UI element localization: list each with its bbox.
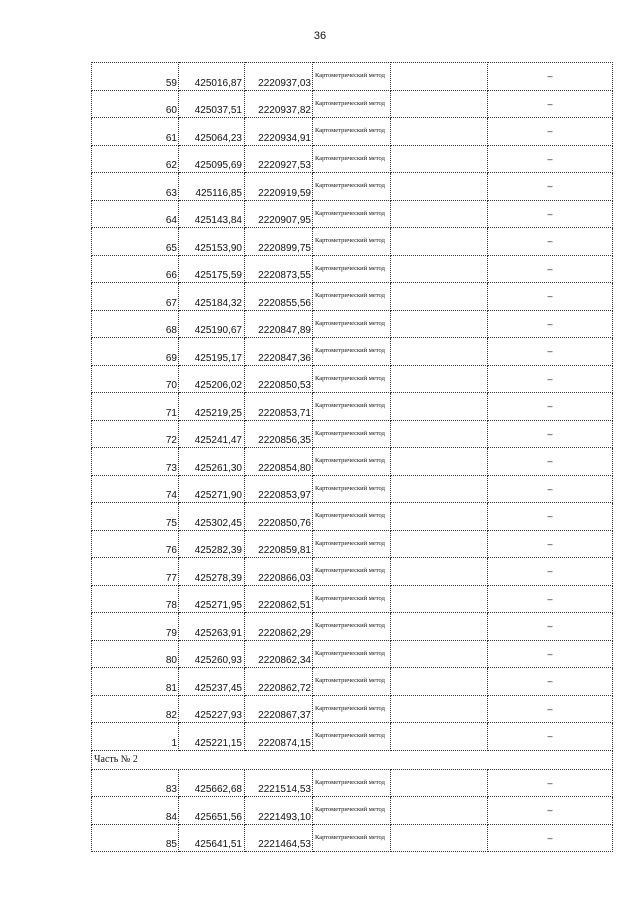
table-row bbox=[92, 228, 613, 256]
point-number: 60 bbox=[92, 90, 179, 118]
coordinate-x: 425184,32 bbox=[179, 283, 245, 311]
point-number: 1 bbox=[92, 723, 179, 751]
coordinate-y: 2220855,56 bbox=[245, 283, 313, 311]
empty-cell bbox=[391, 255, 488, 283]
coordinate-y: 2220853,97 bbox=[245, 475, 313, 503]
dash-cell: – bbox=[488, 640, 613, 668]
dash-cell: – bbox=[488, 173, 613, 201]
empty-cell bbox=[391, 338, 488, 366]
coordinates-table bbox=[91, 62, 613, 852]
table-row bbox=[92, 668, 613, 696]
method-cell: Картометрический метод bbox=[313, 640, 391, 668]
empty-cell bbox=[391, 310, 488, 338]
method-cell: Картометрический метод bbox=[313, 613, 391, 641]
coordinate-y: 2220856,35 bbox=[245, 420, 313, 448]
point-number: 79 bbox=[92, 613, 179, 641]
dash-cell: – bbox=[488, 393, 613, 421]
method-cell: Картометрический метод bbox=[313, 824, 391, 852]
point-number: 77 bbox=[92, 558, 179, 586]
method-cell: Картометрический метод bbox=[313, 338, 391, 366]
coordinate-x: 425282,39 bbox=[179, 530, 245, 558]
dash-cell: – bbox=[488, 310, 613, 338]
coordinate-y: 2221514,53 bbox=[245, 769, 313, 797]
table-row bbox=[92, 585, 613, 613]
dash-cell: – bbox=[488, 769, 613, 797]
table-row bbox=[92, 475, 613, 503]
coordinate-x: 425206,02 bbox=[179, 365, 245, 393]
coordinate-y: 2220937,82 bbox=[245, 90, 313, 118]
coordinate-x: 425016,87 bbox=[179, 63, 245, 91]
method-cell: Картометрический метод bbox=[313, 668, 391, 696]
empty-cell bbox=[391, 668, 488, 696]
method-cell: Картометрический метод bbox=[313, 723, 391, 751]
empty-cell bbox=[391, 530, 488, 558]
coordinate-y: 2220862,29 bbox=[245, 613, 313, 641]
point-number: 72 bbox=[92, 420, 179, 448]
coordinate-x: 425037,51 bbox=[179, 90, 245, 118]
empty-cell bbox=[391, 475, 488, 503]
empty-cell bbox=[391, 695, 488, 723]
point-number: 78 bbox=[92, 585, 179, 613]
coordinate-x: 425175,59 bbox=[179, 255, 245, 283]
table-row bbox=[92, 145, 613, 173]
empty-cell bbox=[391, 585, 488, 613]
empty-cell bbox=[391, 63, 488, 91]
coordinate-x: 425221,15 bbox=[179, 723, 245, 751]
empty-cell bbox=[391, 797, 488, 825]
method-cell: Картометрический метод bbox=[313, 393, 391, 421]
coordinate-x: 425261,30 bbox=[179, 448, 245, 476]
method-cell: Картометрический метод bbox=[313, 173, 391, 201]
dash-cell: – bbox=[488, 585, 613, 613]
table-row bbox=[92, 365, 613, 393]
method-cell: Картометрический метод bbox=[313, 283, 391, 311]
coordinate-x: 425263,91 bbox=[179, 613, 245, 641]
dash-cell: – bbox=[488, 200, 613, 228]
coordinate-x: 425260,93 bbox=[179, 640, 245, 668]
coordinate-y: 2220899,75 bbox=[245, 228, 313, 256]
section-row bbox=[92, 750, 613, 769]
table-row bbox=[92, 769, 613, 797]
method-cell: Картометрический метод bbox=[313, 585, 391, 613]
dash-cell: – bbox=[488, 824, 613, 852]
method-cell: Картометрический метод bbox=[313, 530, 391, 558]
empty-cell bbox=[391, 503, 488, 531]
dash-cell: – bbox=[488, 118, 613, 146]
dash-cell: – bbox=[488, 723, 613, 751]
point-number: 83 bbox=[92, 769, 179, 797]
method-cell: Картометрический метод bbox=[313, 558, 391, 586]
dash-cell: – bbox=[488, 228, 613, 256]
dash-cell: – bbox=[488, 145, 613, 173]
table-row bbox=[92, 723, 613, 751]
empty-cell bbox=[391, 365, 488, 393]
table-row bbox=[92, 173, 613, 201]
empty-cell bbox=[391, 558, 488, 586]
coordinate-y: 2220927,53 bbox=[245, 145, 313, 173]
point-number: 71 bbox=[92, 393, 179, 421]
coordinate-y: 2220847,89 bbox=[245, 310, 313, 338]
point-number: 61 bbox=[92, 118, 179, 146]
point-number: 66 bbox=[92, 255, 179, 283]
dash-cell: – bbox=[488, 558, 613, 586]
method-cell: Картометрический метод bbox=[313, 797, 391, 825]
empty-cell bbox=[391, 640, 488, 668]
dash-cell: – bbox=[488, 530, 613, 558]
coordinate-x: 425153,90 bbox=[179, 228, 245, 256]
dash-cell: – bbox=[488, 255, 613, 283]
empty-cell bbox=[391, 283, 488, 311]
table-row bbox=[92, 283, 613, 311]
coordinate-y: 2220862,72 bbox=[245, 668, 313, 696]
method-cell: Картометрический метод bbox=[313, 475, 391, 503]
empty-cell bbox=[391, 90, 488, 118]
coordinate-y: 2221493,10 bbox=[245, 797, 313, 825]
dash-cell: – bbox=[488, 365, 613, 393]
coordinate-y: 2220862,51 bbox=[245, 585, 313, 613]
empty-cell bbox=[391, 145, 488, 173]
table-row bbox=[92, 640, 613, 668]
point-number: 82 bbox=[92, 695, 179, 723]
empty-cell bbox=[391, 723, 488, 751]
coordinate-y: 2220937,03 bbox=[245, 63, 313, 91]
coordinate-y: 2220873,55 bbox=[245, 255, 313, 283]
empty-cell bbox=[391, 613, 488, 641]
point-number: 68 bbox=[92, 310, 179, 338]
dash-cell: – bbox=[488, 338, 613, 366]
point-number: 75 bbox=[92, 503, 179, 531]
point-number: 76 bbox=[92, 530, 179, 558]
method-cell: Картометрический метод bbox=[313, 255, 391, 283]
empty-cell bbox=[391, 173, 488, 201]
coordinate-x: 425190,67 bbox=[179, 310, 245, 338]
method-cell: Картометрический метод bbox=[313, 90, 391, 118]
method-cell: Картометрический метод bbox=[313, 769, 391, 797]
coordinate-x: 425195,17 bbox=[179, 338, 245, 366]
coordinate-y: 2220847,36 bbox=[245, 338, 313, 366]
table-row bbox=[92, 310, 613, 338]
coordinate-x: 425219,25 bbox=[179, 393, 245, 421]
coordinate-y: 2221464,53 bbox=[245, 824, 313, 852]
coordinate-y: 2220862,34 bbox=[245, 640, 313, 668]
coordinate-x: 425064,23 bbox=[179, 118, 245, 146]
empty-cell bbox=[391, 420, 488, 448]
coordinate-x: 425116,85 bbox=[179, 173, 245, 201]
coordinate-y: 2220919,59 bbox=[245, 173, 313, 201]
point-number: 67 bbox=[92, 283, 179, 311]
empty-cell bbox=[391, 200, 488, 228]
table-row bbox=[92, 118, 613, 146]
coordinate-x: 425271,95 bbox=[179, 585, 245, 613]
table-row bbox=[92, 695, 613, 723]
coordinate-x: 425641,51 bbox=[179, 824, 245, 852]
method-cell: Картометрический метод bbox=[313, 145, 391, 173]
point-number: 65 bbox=[92, 228, 179, 256]
point-number: 62 bbox=[92, 145, 179, 173]
coordinate-x: 425241,47 bbox=[179, 420, 245, 448]
table-row bbox=[92, 797, 613, 825]
coordinate-y: 2220934,91 bbox=[245, 118, 313, 146]
table-row bbox=[92, 90, 613, 118]
dash-cell: – bbox=[488, 503, 613, 531]
dash-cell: – bbox=[488, 283, 613, 311]
table-row bbox=[92, 503, 613, 531]
table-row bbox=[92, 613, 613, 641]
coordinate-x: 425278,39 bbox=[179, 558, 245, 586]
coordinate-x: 425237,45 bbox=[179, 668, 245, 696]
point-number: 73 bbox=[92, 448, 179, 476]
coordinate-y: 2220866,03 bbox=[245, 558, 313, 586]
coordinate-y: 2220850,53 bbox=[245, 365, 313, 393]
table-row bbox=[92, 63, 613, 91]
coordinate-y: 2220854,80 bbox=[245, 448, 313, 476]
coordinate-y: 2220850,76 bbox=[245, 503, 313, 531]
coordinate-x: 425271,90 bbox=[179, 475, 245, 503]
empty-cell bbox=[391, 448, 488, 476]
coordinate-x: 425227,93 bbox=[179, 695, 245, 723]
method-cell: Картометрический метод bbox=[313, 365, 391, 393]
dash-cell: – bbox=[488, 448, 613, 476]
method-cell: Картометрический метод bbox=[313, 503, 391, 531]
method-cell: Картометрический метод bbox=[313, 310, 391, 338]
empty-cell bbox=[391, 228, 488, 256]
dash-cell: – bbox=[488, 90, 613, 118]
method-cell: Картометрический метод bbox=[313, 200, 391, 228]
table-row bbox=[92, 255, 613, 283]
dash-cell: – bbox=[488, 420, 613, 448]
point-number: 59 bbox=[92, 63, 179, 91]
method-cell: Картометрический метод bbox=[313, 448, 391, 476]
method-cell: Картометрический метод bbox=[313, 118, 391, 146]
table-row bbox=[92, 448, 613, 476]
coordinate-x: 425651,56 bbox=[179, 797, 245, 825]
table-row bbox=[92, 824, 613, 852]
dash-cell: – bbox=[488, 475, 613, 503]
method-cell: Картометрический метод bbox=[313, 228, 391, 256]
dash-cell: – bbox=[488, 668, 613, 696]
empty-cell bbox=[391, 393, 488, 421]
empty-cell bbox=[391, 824, 488, 852]
empty-cell bbox=[391, 118, 488, 146]
table-row bbox=[92, 393, 613, 421]
coordinate-x: 425143,84 bbox=[179, 200, 245, 228]
table-row bbox=[92, 200, 613, 228]
table-row bbox=[92, 338, 613, 366]
method-cell: Картометрический метод bbox=[313, 420, 391, 448]
dash-cell: – bbox=[488, 613, 613, 641]
dash-cell: – bbox=[488, 63, 613, 91]
point-number: 85 bbox=[92, 824, 179, 852]
coordinate-x: 425662,68 bbox=[179, 769, 245, 797]
coordinate-y: 2220853,71 bbox=[245, 393, 313, 421]
point-number: 84 bbox=[92, 797, 179, 825]
coordinate-y: 2220859,81 bbox=[245, 530, 313, 558]
point-number: 63 bbox=[92, 173, 179, 201]
method-cell: Картометрический метод bbox=[313, 695, 391, 723]
table-row bbox=[92, 530, 613, 558]
table-row bbox=[92, 420, 613, 448]
point-number: 70 bbox=[92, 365, 179, 393]
point-number: 64 bbox=[92, 200, 179, 228]
coordinate-x: 425095,69 bbox=[179, 145, 245, 173]
point-number: 80 bbox=[92, 640, 179, 668]
coordinate-x: 425302,45 bbox=[179, 503, 245, 531]
page-number: 36 bbox=[313, 30, 327, 42]
table-row bbox=[92, 558, 613, 586]
section-title: Часть № 2 bbox=[92, 750, 613, 769]
empty-cell bbox=[391, 769, 488, 797]
dash-cell: – bbox=[488, 797, 613, 825]
point-number: 69 bbox=[92, 338, 179, 366]
coordinate-y: 2220907,95 bbox=[245, 200, 313, 228]
coordinate-y: 2220867,37 bbox=[245, 695, 313, 723]
point-number: 81 bbox=[92, 668, 179, 696]
method-cell: Картометрический метод bbox=[313, 63, 391, 91]
dash-cell: – bbox=[488, 695, 613, 723]
coordinate-y: 2220874,15 bbox=[245, 723, 313, 751]
point-number: 74 bbox=[92, 475, 179, 503]
